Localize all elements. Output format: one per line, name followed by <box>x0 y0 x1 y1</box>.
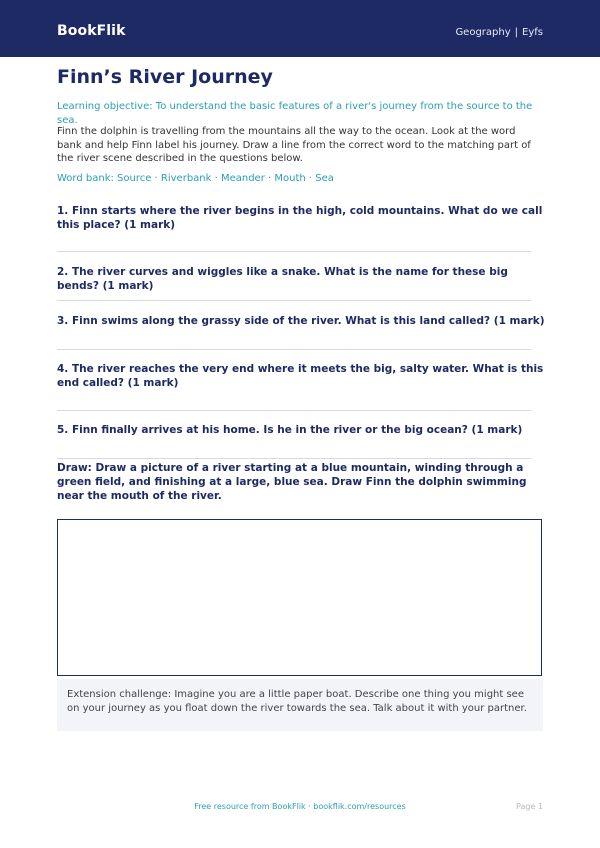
learning-objective: Learning objective: To understand the basic features of a river's journey from the source to the sea. <box>57 101 533 126</box>
intro-text: Finn the dolphin is travelling from the mountains all the way to the ocean. Look at the word bank and help Finn label his journey. Draw a line from the correct word to the matching part of the river scene described in the questions below. <box>57 126 531 164</box>
extension-text: Extension challenge: Imagine you are a little paper boat. Describe one thing you might see on your journey as you float down the river towards the sea. Talk about it with your partner. <box>67 689 527 714</box>
answer-line-3[interactable] <box>57 349 531 350</box>
level-label: Eyfs <box>522 27 543 38</box>
page-title: Finn’s River Journey <box>57 66 273 88</box>
answer-line-2[interactable] <box>57 300 531 301</box>
question-1: 1. Finn starts where the river begins in the high, cold mountains. What do we call this place? (1 mark) <box>57 205 543 231</box>
question-2: 2. The river curves and wiggles like a snake. What is the name for these big bends? (1 mark) <box>57 266 508 292</box>
footer-credit: Free resource from BookFlik · bookflik.com/resources <box>194 802 406 811</box>
word-bank: Word bank: Source · Riverbank · Meander · Mouth · Sea <box>57 173 334 184</box>
brand-logo-text: BookFlik <box>57 23 126 39</box>
question-3: 3. Finn swims along the grassy side of the river. What is this land called? (1 mark) <box>57 315 545 327</box>
page-header <box>0 0 600 57</box>
answer-line-5[interactable] <box>57 458 531 459</box>
drawing-area[interactable] <box>57 519 542 676</box>
extension-challenge <box>57 679 543 731</box>
subject-label: Geography <box>455 27 511 38</box>
draw-instruction: Draw: Draw a picture of a river starting at a blue mountain, winding through a green field, and finishing at a large, blue sea. Draw Finn the dolphin swimming near the mouth of the river. <box>57 462 527 502</box>
subject-meta <box>455 26 543 40</box>
answer-line-1[interactable] <box>57 251 531 252</box>
page-number: Page 1 <box>516 802 543 811</box>
question-5: 5. Finn finally arrives at his home. Is he in the river or the big ocean? (1 mark) <box>57 424 523 436</box>
question-4: 4. The river reaches the very end where it meets the big, salty water. What is this end called? (1 mark) <box>57 363 544 389</box>
answer-line-4[interactable] <box>57 410 531 411</box>
meta-separator: | <box>514 27 519 38</box>
